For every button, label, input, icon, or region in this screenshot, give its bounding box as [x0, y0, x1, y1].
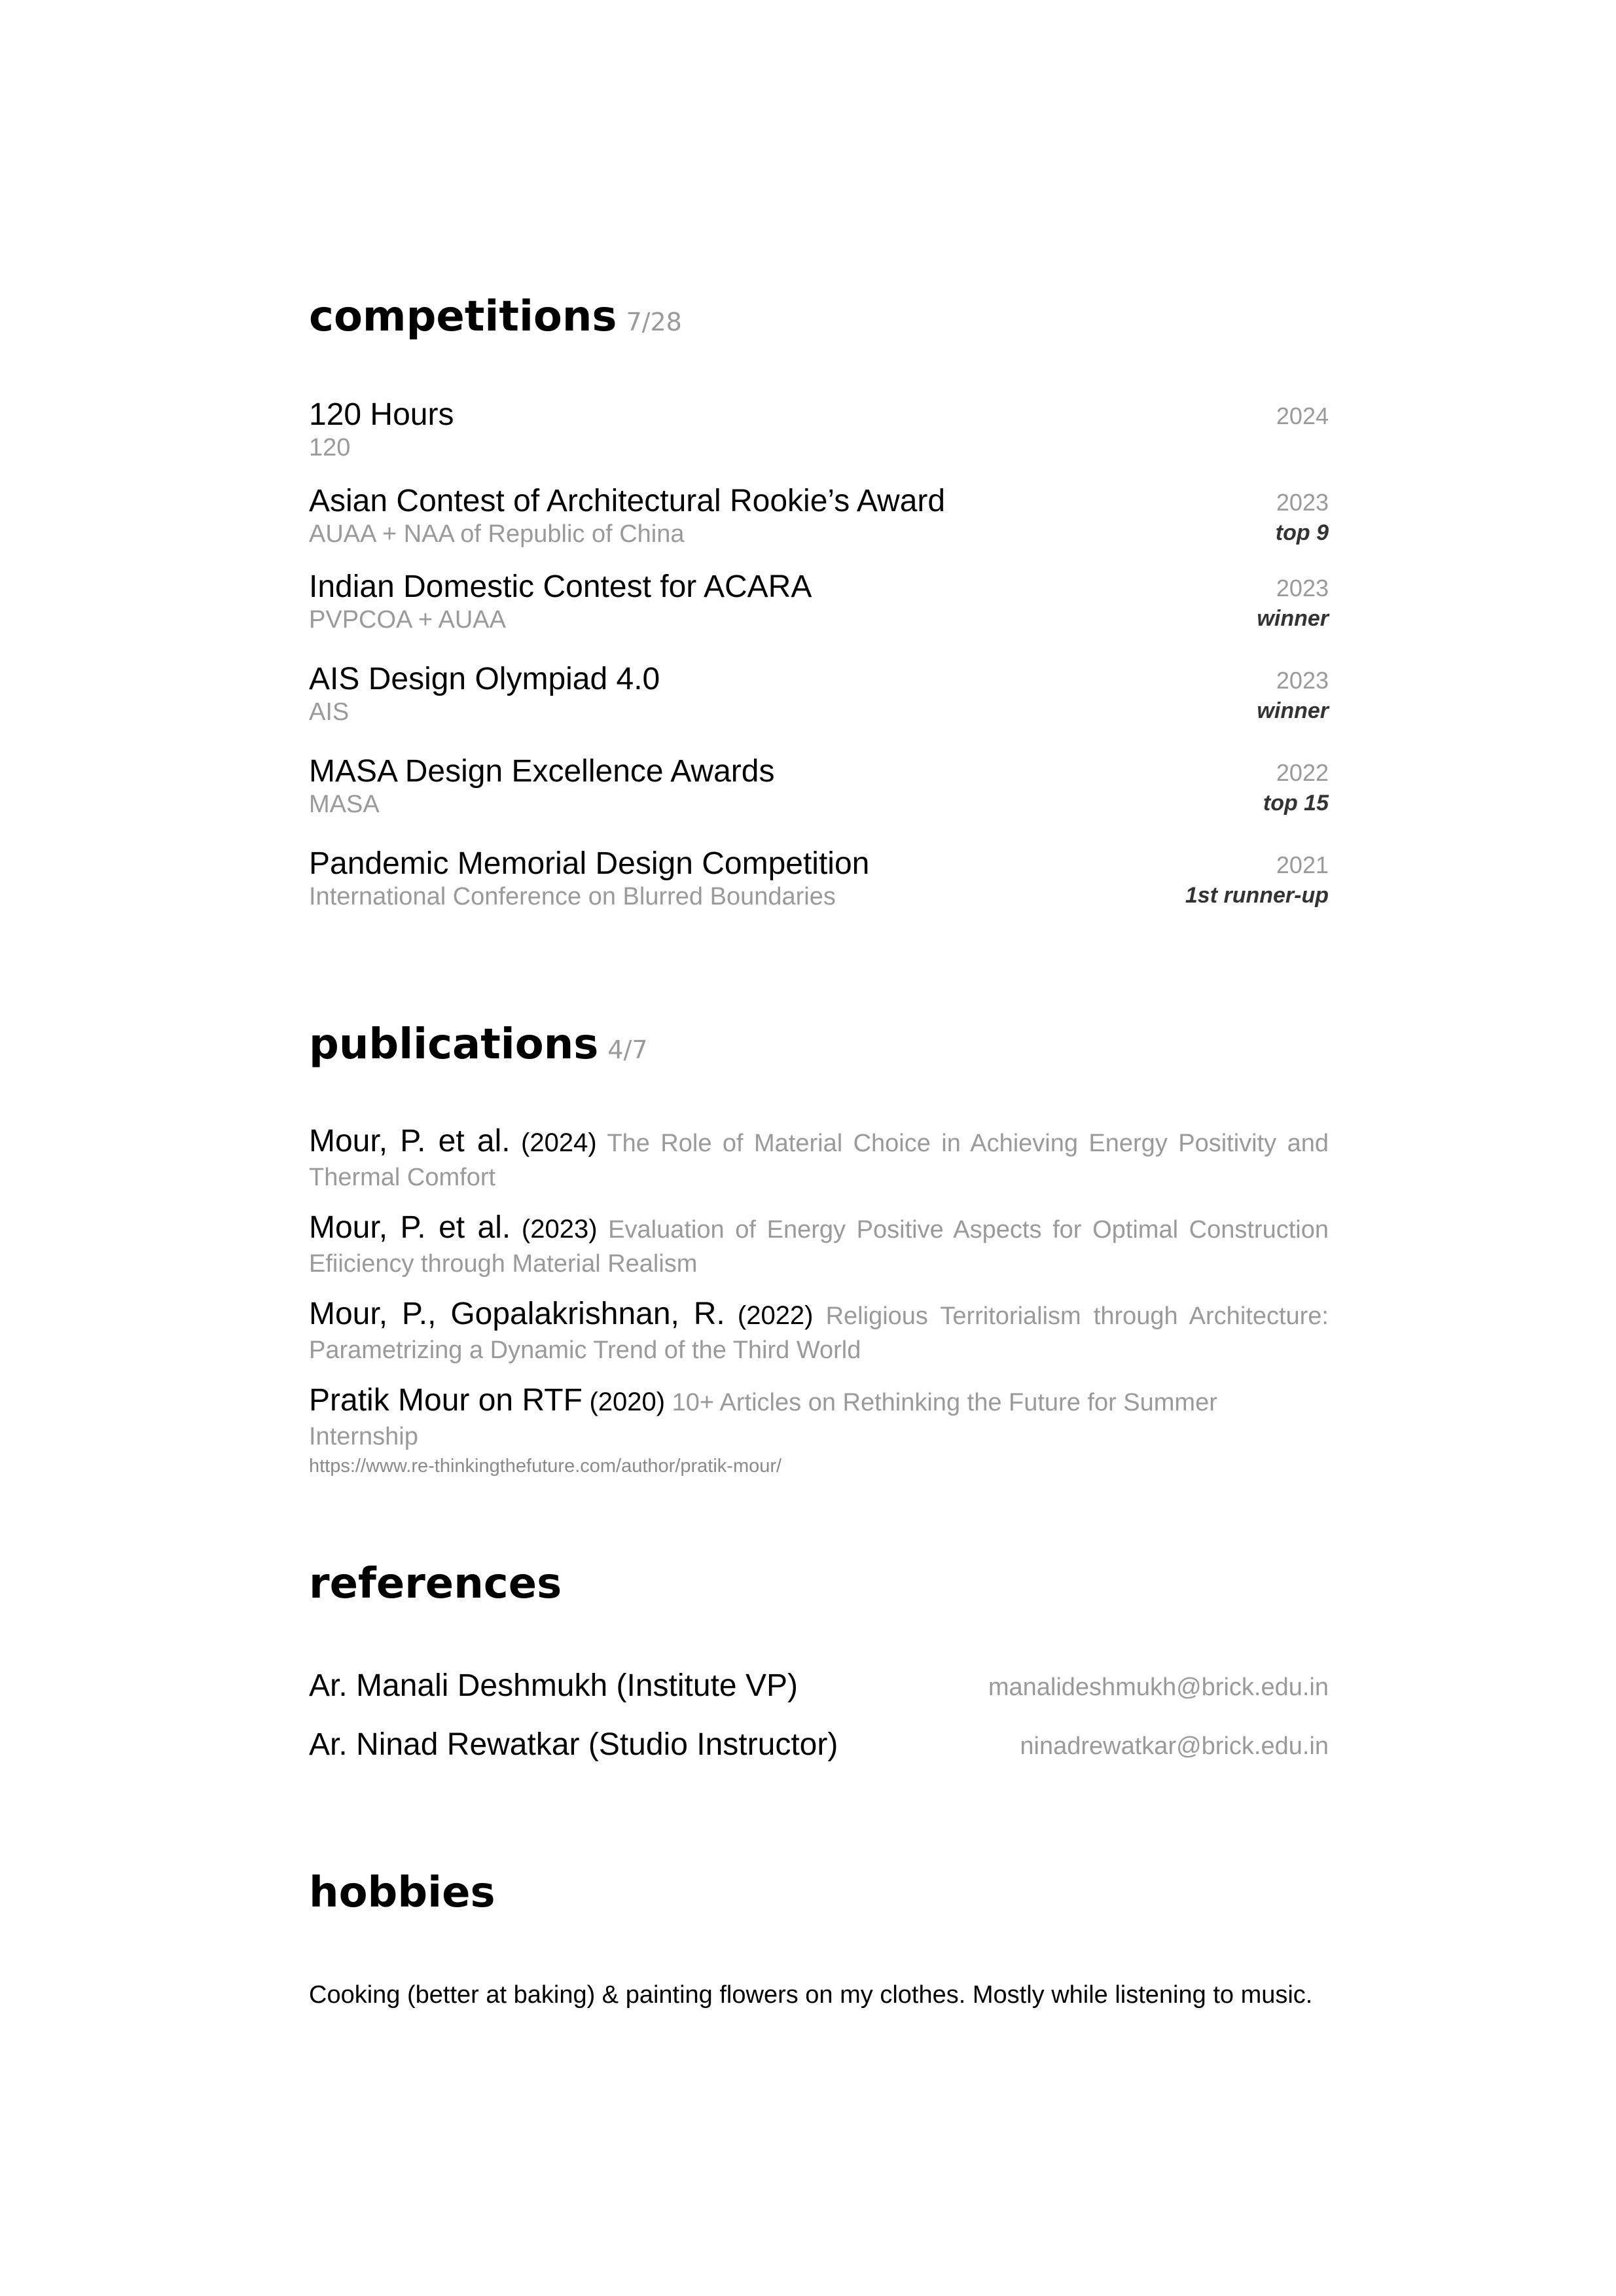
reference-item — [309, 1725, 1329, 1767]
competition-organizer: International Conference on Blurred Boundaries — [309, 883, 836, 910]
reference-email[interactable]: manalideshmukh@brick.edu.in — [988, 1674, 1329, 1701]
publications-title: publications — [309, 1020, 599, 1069]
competition-year: 2023 — [1276, 575, 1329, 601]
publication-year: (2023) — [521, 1215, 598, 1244]
competition-item — [309, 482, 1329, 554]
competition-organizer: 120 — [309, 434, 351, 461]
competition-award: winner — [1257, 606, 1329, 631]
publication-year: (2022) — [737, 1301, 814, 1330]
publication-title: Religious Territorialism through Architecture: Parametrizing a Dynamic Trend of the Third World — [309, 1302, 1329, 1364]
publication-author: Pratik Mour on RTF — [309, 1383, 583, 1418]
publication-title: Evaluation of Energy Positive Aspects for Optimal Construction Efiiciency through Material Realism — [309, 1216, 1329, 1278]
competition-item — [309, 567, 1329, 639]
references-title: references — [309, 1560, 562, 1608]
competition-item — [309, 395, 1329, 467]
competition-award: 1st runner-up — [1185, 883, 1329, 908]
competition-title: MASA Design Excellence Awards — [309, 754, 775, 789]
competition-award: top 15 — [1263, 791, 1329, 816]
publications-count: 4/7 — [607, 1035, 648, 1064]
competition-year: 2023 — [1276, 489, 1329, 516]
hobbies-text: Cooking (better at baking) & painting flowers on my clothes. Mostly while listening to music. — [309, 1981, 1313, 2009]
reference-item — [309, 1666, 1329, 1708]
publications-heading — [309, 1018, 648, 1076]
competition-award: winner — [1257, 698, 1329, 723]
reference-name: Ar. Manali Deshmukh (Institute VP) — [309, 1668, 798, 1703]
competition-organizer: AIS — [309, 698, 350, 726]
publication-title: 10+ Articles on Rethinking the Future for Summer Internship — [309, 1389, 1217, 1450]
resume-page — [309, 0, 1329, 2296]
publication-item — [309, 1211, 1329, 1281]
publication-year: (2020) — [589, 1388, 666, 1416]
competition-title: Pandemic Memorial Design Competition — [309, 846, 870, 881]
references-heading — [309, 1558, 562, 1610]
competition-title: 120 Hours — [309, 397, 454, 432]
publication-item — [309, 1384, 1329, 1479]
competition-organizer: MASA — [309, 791, 380, 818]
competitions-heading — [309, 291, 682, 348]
publication-author: Mour, P. et al. — [309, 1210, 511, 1245]
publication-link[interactable]: https://www.re-thinkingthefuture.com/author/pratik-mour/ — [309, 1456, 782, 1477]
competition-organizer: PVPCOA + AUAA — [309, 606, 506, 634]
competition-title: Indian Domestic Contest for ACARA — [309, 569, 812, 604]
competition-item — [309, 660, 1329, 732]
publication-year: (2024) — [521, 1128, 597, 1157]
reference-email[interactable]: ninadrewatkar@brick.edu.in — [1020, 1732, 1329, 1760]
publication-author: Mour, P., Gopalakrishnan, R. — [309, 1297, 725, 1331]
competition-title: Asian Contest of Architectural Rookie’s Award — [309, 484, 946, 518]
competitions-count: 7/28 — [626, 308, 682, 336]
competition-item — [309, 752, 1329, 824]
publication-title: The Role of Material Choice in Achieving Energy Positivity and Thermal Comfort — [309, 1130, 1329, 1191]
competition-award: top 9 — [1275, 520, 1329, 545]
reference-name: Ar. Ninad Rewatkar (Studio Instructor) — [309, 1727, 838, 1762]
publication-author: Mour, P. et al. — [309, 1124, 511, 1158]
competition-year: 2024 — [1276, 403, 1329, 429]
competitions-title: competitions — [309, 293, 617, 341]
competition-year: 2021 — [1276, 852, 1329, 878]
competition-year: 2023 — [1276, 667, 1329, 694]
hobbies-heading — [309, 1867, 495, 1919]
competition-item — [309, 844, 1329, 916]
publication-item — [309, 1124, 1329, 1194]
publication-item — [309, 1297, 1329, 1367]
hobbies-title: hobbies — [309, 1869, 495, 1917]
competition-organizer: AUAA + NAA of Republic of China — [309, 520, 685, 548]
competition-title: AIS Design Olympiad 4.0 — [309, 662, 660, 696]
competition-year: 2022 — [1276, 759, 1329, 786]
